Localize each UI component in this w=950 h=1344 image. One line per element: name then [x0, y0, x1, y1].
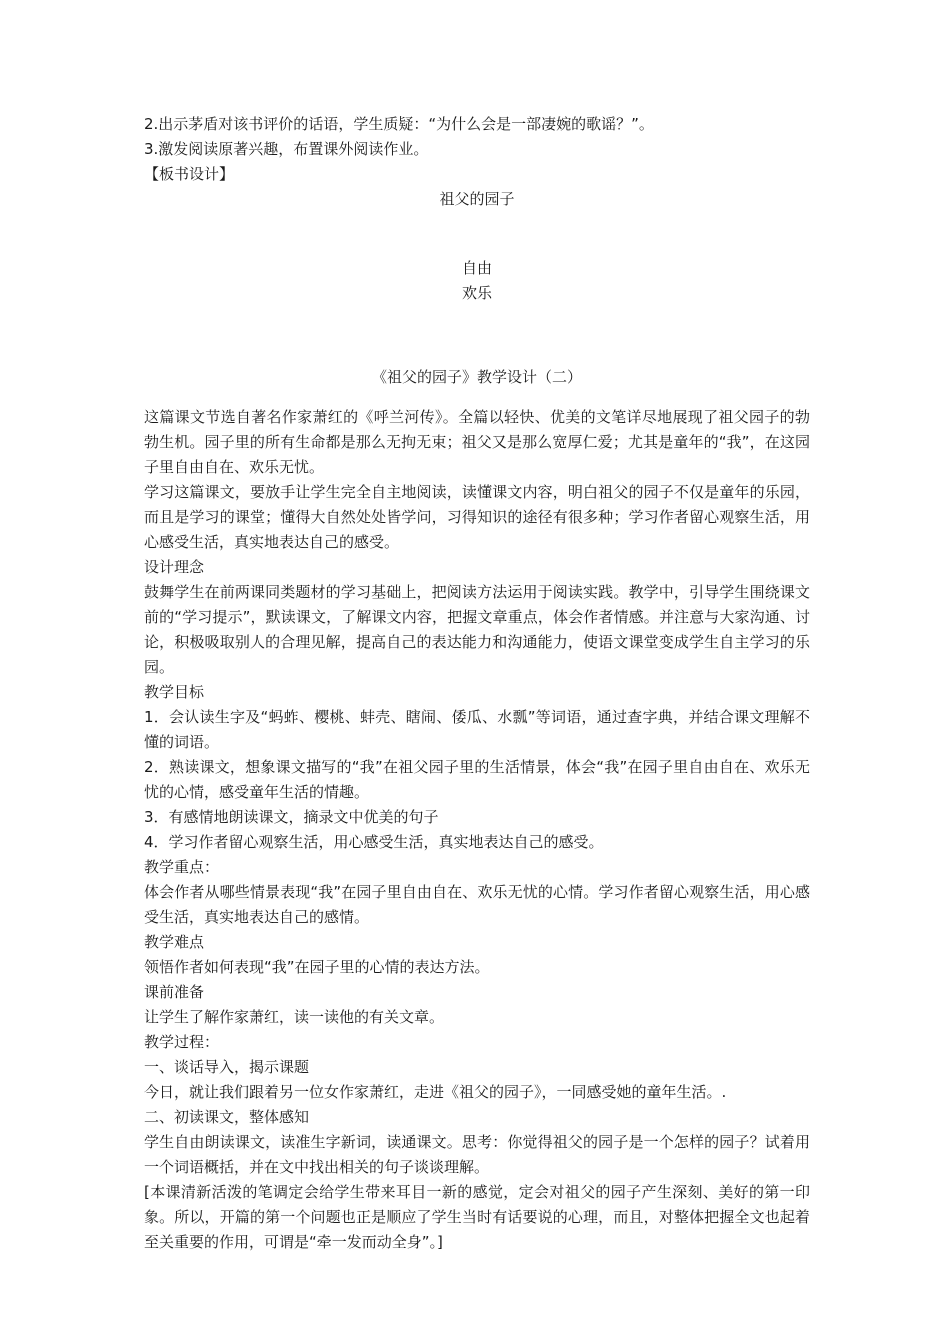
step2-note: [本课清新活泼的笔调定会给学生带来耳目一新的感觉，定会对祖父的园子产生深刻、美好的第一印象。所以，开篇的第一个问题也正是顺应了学生当时有话要说的心理，而且，对整体把握全文也起着至关重要的作用，可谓是“牵一发而动全身”。]	[144, 1183, 810, 1251]
design-heading: 设计理念	[144, 558, 205, 576]
step2-heading: 二、初读课文，整体感知	[144, 1108, 310, 1126]
board-heading: 【板书设计】	[144, 165, 235, 183]
intro-paragraph-1: 这篇课文节选自著名作家萧红的《呼兰河传》。全篇以轻快、优美的文笔详尽地展现了祖父园子的勃勃生机。园子里的所有生命都是那么无拘无束；祖父又是那么宽厚仁爱；尤其是童年的“我”，在这园子里自由自在、欢乐无忧。	[144, 408, 810, 476]
goal-item-2: 2．熟读课文，想象课文描写的“我”在祖父园子里的生活情景，体会“我”在园子里自由自在、欢乐无忧的心情，感受童年生活的情趣。	[144, 758, 810, 801]
document-title: 《祖父的园子》教学设计（二）	[371, 368, 582, 386]
goal-item-4: 4．学习作者留心观察生活，用心感受生活，真实地表达自己的感受。	[144, 833, 604, 851]
difficulty-paragraph: 领悟作者如何表现“我”在园子里的心情的表达方法。	[144, 958, 490, 976]
document-page	[144, 112, 810, 1255]
design-paragraph: 鼓舞学生在前两课同类题材的学习基础上，把阅读方法运用于阅读实践。教学中，引导学生围绕课文前的“学习提示”，默读课文，了解课文内容，把握文章重点，体会作者情感。并注意与大家沟通、讨论，积极吸取别人的合理见解，提高自己的表达能力和沟通能力，使语文课堂变成学生自主学习的乐园。	[144, 583, 810, 676]
spacer	[144, 306, 810, 350]
spacer	[144, 212, 810, 256]
board-title: 祖父的园子	[439, 190, 515, 208]
prep-heading: 课前准备	[144, 983, 205, 1001]
process-heading: 教学过程：	[144, 1033, 220, 1051]
top-item-2: 2.出示茅盾对该书评价的话语，学生质疑：“为什么会是一部凄婉的歌谣？”。	[144, 115, 654, 133]
key-heading: 教学重点：	[144, 858, 220, 876]
board-word-freedom: 自由	[461, 259, 492, 277]
goals-heading: 教学目标	[144, 683, 205, 701]
step1-paragraph: 今日，就让我们跟着另一位女作家萧红，走进《祖父的园子》，一同感受她的童年生活。.	[144, 1083, 727, 1101]
goal-item-1: 1．会认读生字及“蚂蚱、樱桃、蚌壳、瞎闹、倭瓜、水瓢”等词语，通过查字典，并结合课文理解不懂的词语。	[144, 708, 810, 751]
top-item-3: 3.激发阅读原著兴趣，布置课外阅读作业。	[144, 140, 429, 158]
step2-paragraph: 学生自由朗读课文，读准生字新词，读通课文。思考：你觉得祖父的园子是一个怎样的园子？试着用一个词语概括，并在文中找出相关的句子谈谈理解。	[144, 1133, 810, 1176]
goal-item-3: 3．有感情地朗读课文，摘录文中优美的句子	[144, 808, 439, 826]
prep-paragraph: 让学生了解作家萧红，读一读他的有关文章。	[144, 1008, 445, 1026]
board-word-joy: 欢乐	[461, 284, 492, 302]
key-paragraph: 体会作者从哪些情景表现“我”在园子里自由自在、欢乐无忧的心情。学习作者留心观察生活，用心感受生活，真实地表达自己的感情。	[144, 883, 810, 926]
intro-paragraph-2: 学习这篇课文，要放手让学生完全自主地阅读，读懂课文内容，明白祖父的园子不仅是童年的乐园，而且是学习的课堂；懂得大自然处处皆学问，习得知识的途径有很多种；学习作者留心观察生活，用心感受生活，真实地表达自己的感受。	[144, 483, 810, 551]
difficulty-heading: 教学难点	[144, 933, 205, 951]
step1-heading: 一、谈话导入，揭示课题	[144, 1058, 310, 1076]
